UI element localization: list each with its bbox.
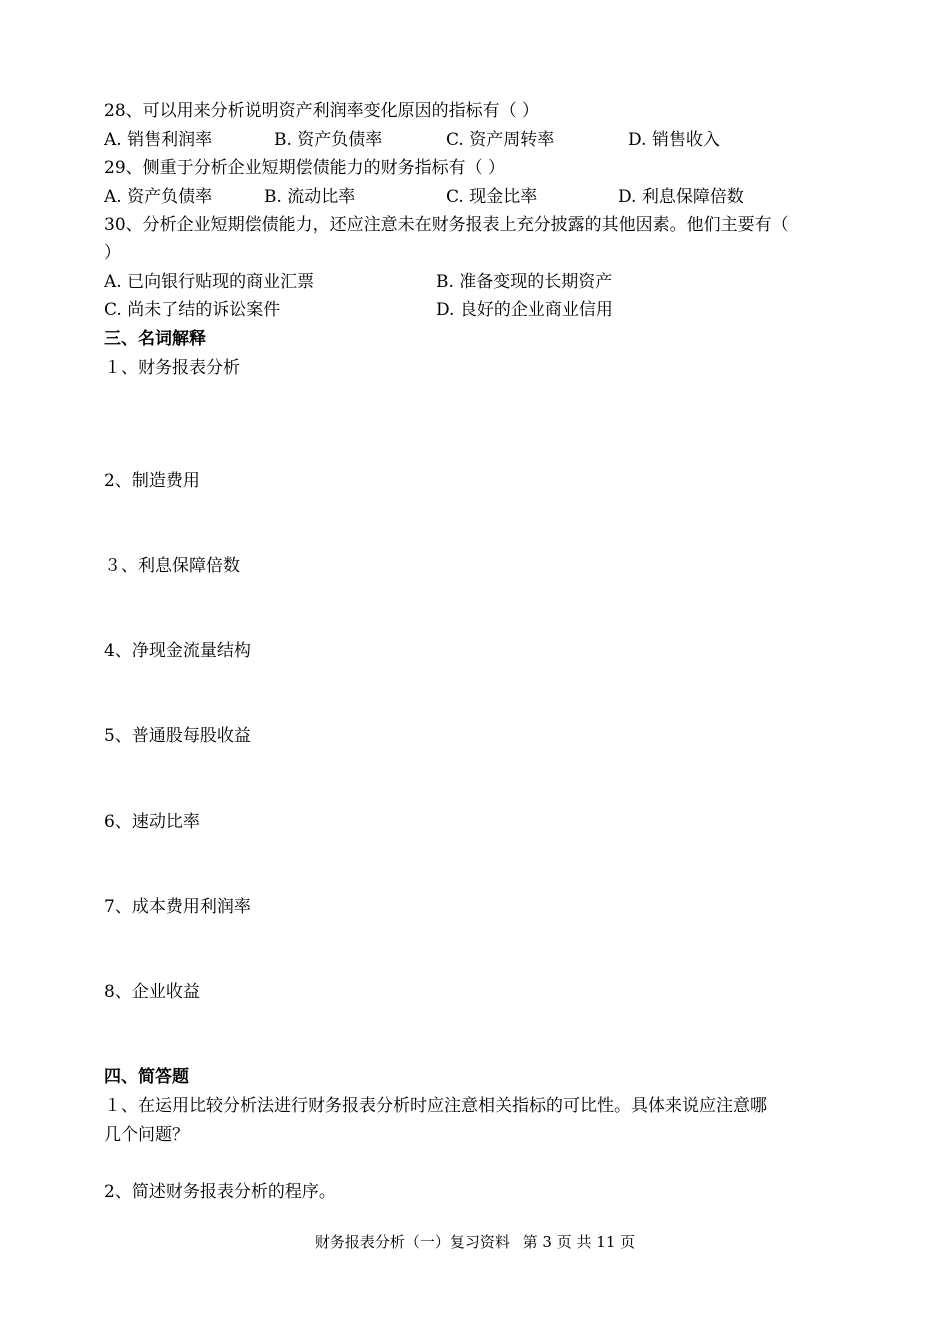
term-3: ３、利息保障倍数 (104, 556, 240, 576)
term-1: １、财务报表分析 (104, 358, 240, 378)
q28-option-c: C. 资产周转率 (446, 130, 555, 150)
q29-stem: 29、侧重于分析企业短期偿债能力的财务指标有（ ） (104, 158, 506, 178)
page-footer (0, 1232, 950, 1252)
q29-option-d: D. 利息保障倍数 (618, 187, 744, 207)
short-answer-1-line1: １、在运用比较分析法进行财务报表分析时应注意相关指标的可比性。具体来说应注意哪 (104, 1096, 767, 1116)
term-7: 7、成本费用利润率 (104, 897, 251, 917)
term-2: 2、制造费用 (104, 471, 200, 491)
q29-option-b: B. 流动比率 (264, 187, 356, 207)
section3-title: 三、名词解释 (104, 329, 206, 349)
short-answer-1-line2: 几个问题？ (104, 1125, 189, 1145)
q30-option-a: A. 已向银行贴现的商业汇票 (104, 272, 315, 292)
term-6: 6、速动比率 (104, 812, 200, 832)
footer-page-info: 第 3 页 共 11 页 (522, 1233, 636, 1251)
short-answer-2: 2、简述财务报表分析的程序。 (104, 1182, 336, 1202)
q30-stem-line1: 30、分析企业短期偿债能力，还应注意未在财务报表上充分披露的其他因素。他们主要有（ (104, 215, 789, 235)
q28-option-b: B. 资产负债率 (274, 130, 383, 150)
q30-option-c: C. 尚未了结的诉讼案件 (104, 300, 281, 320)
q30-options-row2 (104, 299, 864, 321)
q30-options-row1 (104, 271, 864, 293)
q30-option-b: B. 准备变现的长期资产 (436, 272, 613, 292)
q29-option-c: C. 现金比率 (446, 187, 538, 207)
q28-option-a: A. 销售利润率 (104, 130, 213, 150)
term-8: 8、企业收益 (104, 982, 200, 1002)
term-5: 5、普通股每股收益 (104, 726, 251, 746)
section4-title: 四、简答题 (104, 1067, 189, 1087)
footer-doc-title: 财务报表分析（一）复习资料 (314, 1233, 510, 1251)
q28-option-d: D. 销售收入 (628, 130, 720, 150)
q28-options (104, 129, 864, 151)
q29-option-a: A. 资产负债率 (104, 187, 213, 207)
q28-stem: 28、可以用来分析说明资产利润率变化原因的指标有（ ） (104, 101, 540, 121)
q30-stem-line2: ） (104, 243, 121, 263)
q30-option-d: D. 良好的企业商业信用 (436, 300, 613, 320)
q29-options (104, 186, 864, 208)
term-4: 4、净现金流量结构 (104, 641, 251, 661)
